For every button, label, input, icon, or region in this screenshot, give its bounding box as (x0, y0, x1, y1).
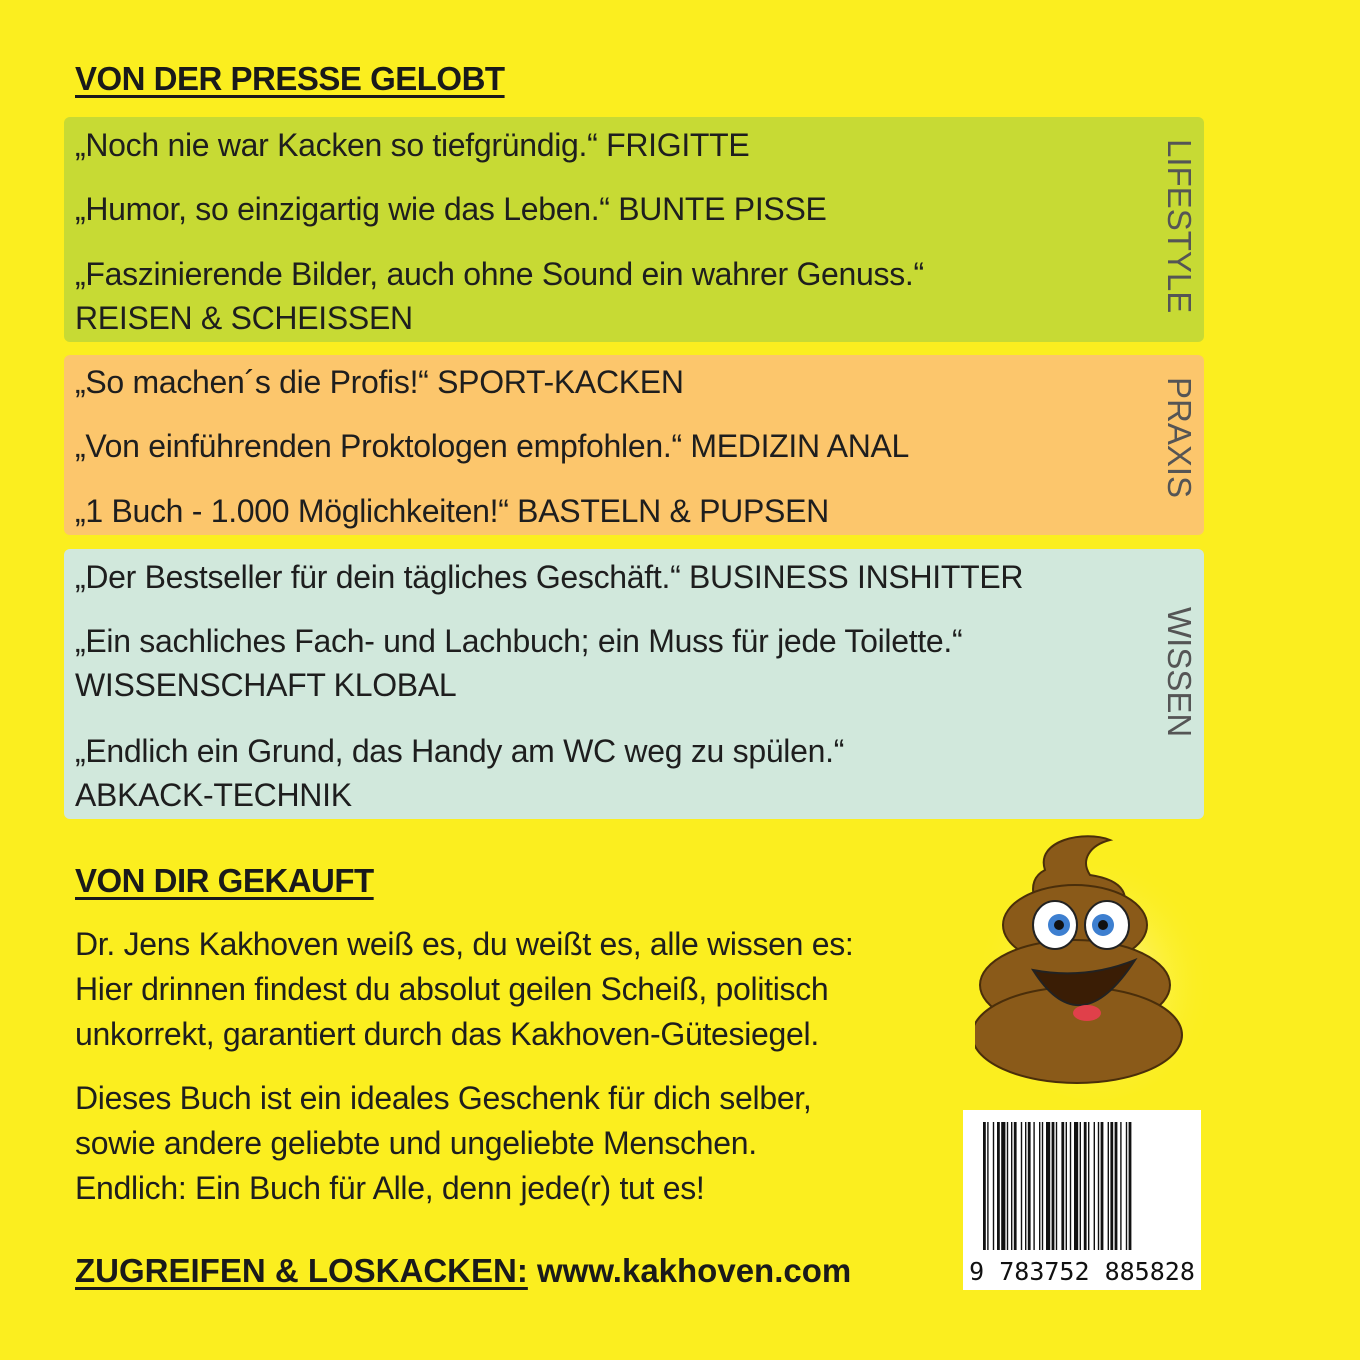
wissen-label: WISSEN (1161, 607, 1198, 738)
website-link[interactable]: www.kakhoven.com (537, 1252, 852, 1289)
quote-sport-kacken: „So machen´s die Profis!“ SPORT-KACKEN (75, 364, 684, 400)
cta-text: ZUGREIFEN & LOSKACKEN: (75, 1252, 528, 1289)
quote-abkack-text: „Endlich ein Grund, das Handy am WC weg zu spülen.“ (75, 733, 845, 769)
praxis-box (64, 355, 1204, 535)
quote-reisen-text: „Faszinierende Bilder, auch ohne Sound ein wahrer Genuss.“ (75, 256, 924, 292)
lifestyle-box (64, 117, 1204, 342)
praxis-label: PRAXIS (1161, 377, 1198, 499)
footer-cta (75, 1252, 851, 1290)
paragraph-1-line-3: unkorrekt, garantiert durch das Kakhoven-Gütesiegel. (75, 1016, 819, 1052)
quote-bunte-pisse: „Humor, so einzigartig wie das Leben.“ BUNTE PISSE (75, 191, 827, 227)
paragraph-2-line-2: sowie andere geliebte und ungeliebte Menschen. (75, 1125, 757, 1161)
quote-reisen (75, 252, 924, 340)
quote-basteln: „1 Buch - 1.000 Möglichkeiten!“ BASTELN & PUPSEN (75, 493, 829, 529)
wissen-box (64, 549, 1204, 819)
paragraph-2-line-3: Endlich: Ein Buch für Alle, denn jede(r) tut es! (75, 1170, 705, 1206)
barcode (963, 1110, 1201, 1290)
bought-heading: VON DIR GEKAUFT (75, 862, 374, 899)
bought-paragraph-2 (75, 1076, 812, 1211)
paragraph-1-line-1: Dr. Jens Kakhoven weiß es, du weißt es, alle wissen es: (75, 926, 854, 962)
paragraph-1-line-2: Hier drinnen findest du absolut geilen Scheiß, politisch (75, 971, 829, 1007)
quote-frigitte: „Noch nie war Kacken so tiefgründig.“ FRIGITTE (75, 127, 750, 163)
quote-abkack-source: ABKACK-TECHNIK (75, 777, 352, 813)
quote-wissenschaft-source: WISSENSCHAFT KLOBAL (75, 667, 457, 703)
smiling-poop-emoji-icon (975, 830, 1215, 1100)
quote-business-inshitter: „Der Bestseller für dein tägliches Geschäft.“ BUSINESS INSHITTER (75, 559, 1024, 595)
barcode-icon (963, 1110, 1201, 1255)
quote-wissenschaft (75, 619, 962, 707)
bought-paragraph-1 (75, 922, 854, 1057)
paragraph-2-line-1: Dieses Buch ist ein ideales Geschenk für dich selber, (75, 1080, 812, 1116)
quote-abkack (75, 729, 844, 817)
lifestyle-label: LIFESTYLE (1161, 139, 1198, 314)
quote-medizin-anal: „Von einführenden Proktologen empfohlen.“ MEDIZIN ANAL (75, 428, 910, 464)
press-heading: VON DER PRESSE GELOBT (75, 60, 505, 97)
quote-reisen-source: REISEN & SCHEISSEN (75, 300, 413, 336)
quote-wissenschaft-text: „Ein sachliches Fach- und Lachbuch; ein Muss für jede Toilette.“ (75, 623, 963, 659)
barcode-number: 9 783752 885828 (969, 1257, 1195, 1286)
